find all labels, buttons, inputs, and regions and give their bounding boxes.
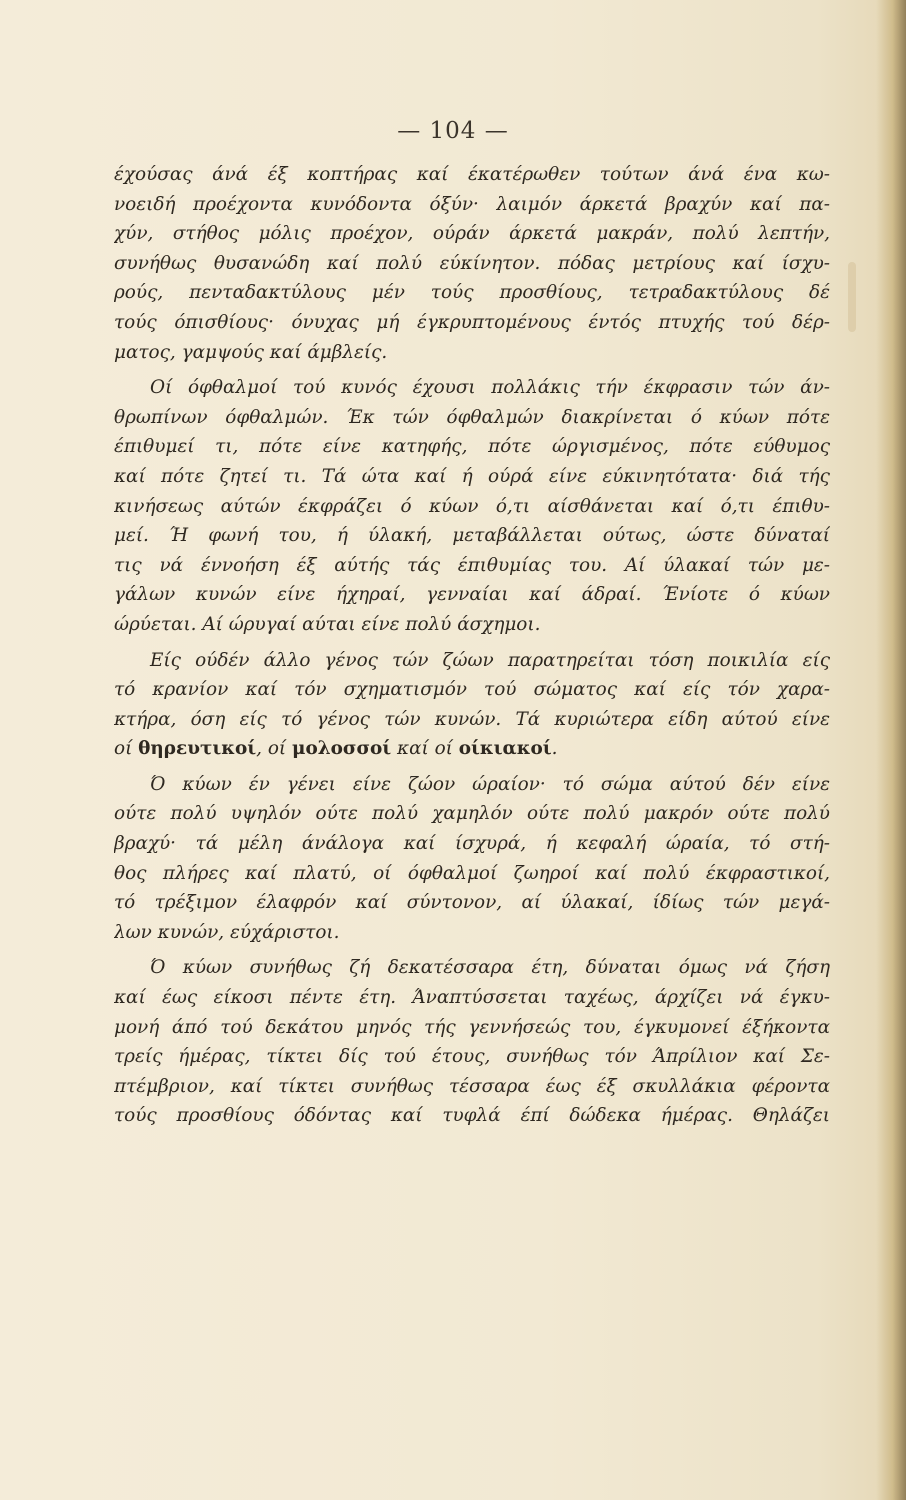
text-line: βραχύ· τά μέλη άνάλογα καί ίσχυρά, ή κεφαλή ώραία, τό στή- bbox=[114, 833, 830, 855]
text-line: θρωπίνων όφθαλμών. Έκ τών όφθαλμών διακρίνεται ό κύων πότε bbox=[114, 406, 830, 428]
page-edge-shadow bbox=[876, 0, 906, 1500]
page-number: — 104 — bbox=[397, 118, 509, 144]
text-line: τό τρέξιμον έλαφρόν καί σύντονον, αί ύλακαί, ίδίως τών μεγά- bbox=[114, 892, 830, 914]
text-line: ούτε πολύ υψηλόν ούτε πολύ χαμηλόν ούτε πολύ μακρόν ούτε πολύ bbox=[114, 803, 830, 825]
text-line-with-bold-terms: οί θηρευτικοί, οί μολοσσοί καί οί οίκιακοί. bbox=[114, 738, 558, 760]
text-line: τό κρανίον καί τόν σχηματισμόν τού σώματος καί είς τόν χαρα- bbox=[114, 679, 830, 701]
text-line: τις νά έννοήση έξ αύτής τάς έπιθυμίας του. Αί ύλακαί τών με- bbox=[114, 554, 830, 576]
text-line: μονή άπό τού δεκάτου μηνός τής γεννήσεώς του, έγκυμονεί έξήκοντα bbox=[114, 1016, 830, 1038]
text-line: νοειδή προέχοντα κυνόδοντα όξύν· λαιμόν άρκετά βραχύν καί πα- bbox=[114, 193, 830, 215]
text-line: τρείς ήμέρας, τίκτει δίς τού έτους, συνήθως τόν Άπρίλιον καί Σε- bbox=[114, 1046, 830, 1068]
text-line: λων κυνών, εύχάριστοι. bbox=[114, 921, 340, 943]
text-line: πτέμβριον, καί τίκτει συνήθως τέσσαρα έως έξ σκυλλάκια φέροντα bbox=[114, 1075, 830, 1097]
text-line: ώρύεται. Αί ώρυγαί αύται είνε πολύ άσχημοι. bbox=[114, 613, 541, 635]
paragraph-3 bbox=[114, 646, 830, 764]
bold-term: μολοσσοί bbox=[292, 738, 392, 760]
text-line: έχούσας άνά έξ κοπτήρας καί έκατέρωθεν τούτων άνά ένα κω- bbox=[114, 164, 830, 185]
text-line: καί πότε ζητεί τι. Τά ώτα καί ή ούρά είνε εύκινητότατα· διά τής bbox=[114, 465, 830, 487]
paragraph-2 bbox=[114, 373, 830, 639]
text-line: ρούς, πενταδακτύλους μέν τούς προσθίους, τετραδακτύλους δέ bbox=[114, 282, 830, 304]
text-line: Ό κύων έν γένει είνε ζώον ώραίον· τό σώμα αύτού δέν είνε bbox=[150, 773, 830, 795]
text-line: κινήσεως αύτών έκφράζει ό κύων ό,τι αίσθάνεται καί ό,τι έπιθυ- bbox=[114, 495, 830, 517]
text-line: καί έως είκοσι πέντε έτη. Άναπτύσσεται ταχέως, άρχίζει νά έγκυ- bbox=[114, 987, 830, 1009]
text-line: θος πλήρες καί πλατύ, οί όφθαλμοί ζωηροί καί πολύ έκφραστικοί, bbox=[114, 862, 830, 884]
text-line: κτήρα, όση είς τό γένος τών κυνών. Τά κυριώτερα είδη αύτού είνε bbox=[114, 708, 830, 730]
text-line: τούς προσθίους όδόντας καί τυφλά έπί δώδεκα ήμέρας. Θηλάζει bbox=[114, 1105, 830, 1127]
body-text bbox=[114, 160, 830, 1131]
paragraph-4 bbox=[114, 770, 830, 948]
text-line: συνήθως θυσανώδη καί πολύ εύκίνητον. πόδας μετρίους καί ίσχυ- bbox=[114, 252, 830, 274]
text-line: χύν, στήθος μόλις προέχον, ούράν άρκετά μακράν, πολύ λεπτήν, bbox=[114, 223, 830, 245]
text-line: Είς ούδέν άλλο γένος τών ζώων παρατηρείται τόση ποικιλία είς bbox=[150, 649, 830, 671]
paper-stain bbox=[848, 262, 856, 332]
text-line: γάλων κυνών είνε ήχηραί, γενναίαι καί άδραί. Ένίοτε ό κύων bbox=[114, 584, 830, 606]
text-line: Οί όφθαλμοί τού κυνός έχουσι πολλάκις τήν έκφρασιν τών άν- bbox=[150, 377, 830, 399]
bold-term: θηρευτικοί bbox=[138, 738, 257, 760]
text-line: τούς όπισθίους· όνυχας μή έγκρυπτομένους έντός πτυχής τού δέρ- bbox=[114, 311, 830, 333]
text-line: έπιθυμεί τι, πότε είνε κατηφής, πότε ώργισμένος, πότε εύθυμος bbox=[114, 436, 830, 458]
paragraph-5 bbox=[114, 953, 830, 1131]
text-line: Ό κύων συνήθως ζή δεκατέσσαρα έτη, δύναται όμως νά ζήση bbox=[150, 957, 830, 979]
paragraph-1 bbox=[114, 160, 830, 367]
text-line: ματος, γαμψούς καί άμβλείς. bbox=[114, 341, 388, 363]
bold-term: οίκιακοί bbox=[458, 738, 552, 760]
text-line: μεί. Ή φωνή του, ή ύλακή, μεταβάλλεται ούτως, ώστε δύναταί bbox=[114, 525, 830, 547]
